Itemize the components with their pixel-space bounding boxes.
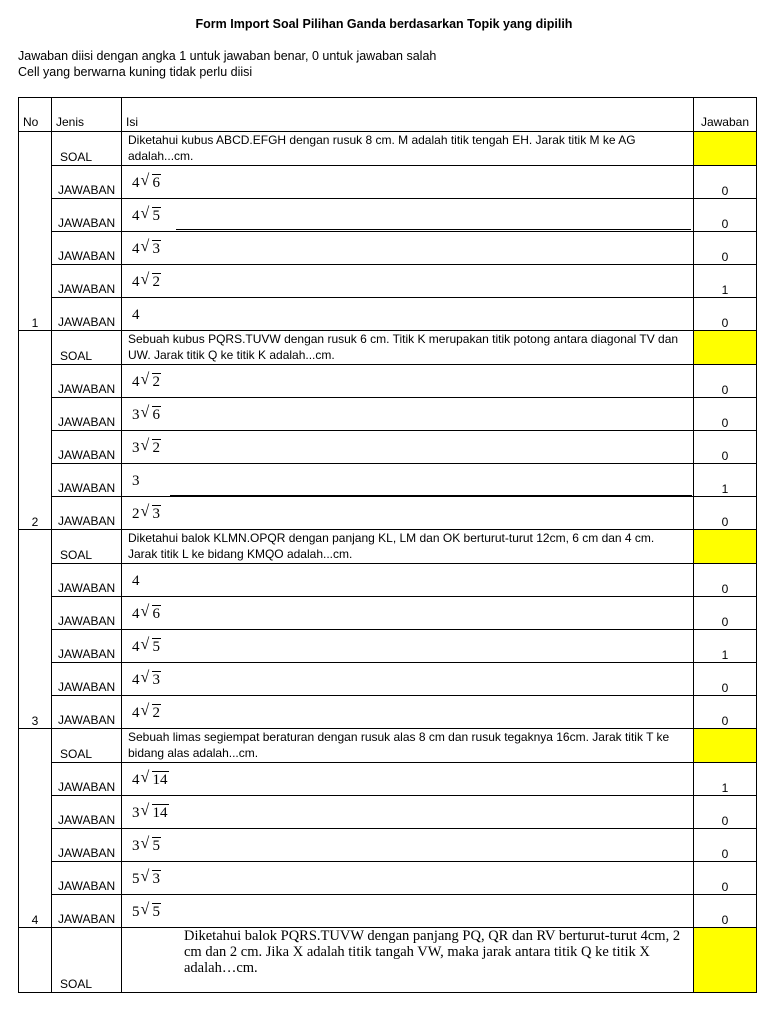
radical-sign-icon: √: [140, 404, 150, 421]
question-cell: [122, 729, 694, 763]
answer-row: [19, 630, 757, 663]
radical-sign-icon: √: [140, 769, 150, 786]
answer-option-cell: [122, 265, 694, 298]
answer-option-cell: [122, 298, 694, 331]
radical-sign-icon: √: [140, 437, 150, 454]
answer-option-cell: [122, 829, 694, 862]
answer-expression: [122, 638, 693, 662]
answer-coefficient: 3: [132, 473, 140, 489]
soal-answer-cell-yellow: [694, 530, 757, 564]
radical-sign-icon: √: [140, 835, 150, 852]
answer-row: [19, 365, 757, 398]
sqrt-symbol: [142, 605, 162, 623]
answer-option-cell: [122, 166, 694, 199]
answer-row: [19, 564, 757, 597]
radical-sign-icon: √: [140, 503, 150, 520]
answer-row: [19, 431, 757, 464]
jenis-cell: [52, 696, 122, 729]
answer-expression: [122, 572, 693, 596]
answer-key-cell[interactable]: 0: [694, 829, 757, 862]
sqrt-symbol: [142, 240, 162, 258]
radicand: 3: [152, 672, 160, 688]
answer-key-cell[interactable]: 1: [694, 265, 757, 298]
answer-coefficient: 2: [132, 506, 140, 522]
sqrt-symbol: [142, 804, 169, 822]
sqrt-symbol: [142, 704, 162, 722]
answer-expression: [122, 406, 693, 430]
answer-option-cell: [122, 497, 694, 530]
radicand: 6: [152, 407, 160, 423]
question-text: Diketahui kubus ABCD.EFGH dengan rusuk 8 cm. M adalah titik tengah EH. Jarak titik M ke AG adalah...cm.: [128, 133, 636, 163]
answer-expression: [122, 273, 693, 297]
soal-row: [19, 132, 757, 166]
sqrt-symbol: [142, 771, 169, 789]
answer-expression: [122, 804, 693, 828]
answer-option-cell: [122, 431, 694, 464]
radical-sign-icon: √: [140, 868, 150, 885]
answer-coefficient: 5: [132, 871, 140, 887]
sqrt-symbol: [142, 273, 162, 291]
soal-row: [19, 331, 757, 365]
jenis-jawaban-label: JAWABAN: [58, 183, 116, 197]
answer-row: [19, 298, 757, 331]
jenis-cell: [52, 564, 122, 597]
radical-sign-icon: √: [140, 271, 150, 288]
answer-key-cell[interactable]: 0: [694, 862, 757, 895]
answer-expression: [122, 704, 693, 728]
jenis-cell: [52, 630, 122, 663]
answer-option-cell: [122, 398, 694, 431]
stray-line: [170, 495, 692, 496]
answer-coefficient: 4: [132, 573, 140, 589]
answer-expression: [122, 505, 693, 529]
answer-row: [19, 166, 757, 199]
answer-key-cell[interactable]: 0: [694, 796, 757, 829]
question-number: 1: [19, 132, 52, 331]
jenis-jawaban-label: JAWABAN: [58, 382, 116, 396]
jenis-cell: [52, 398, 122, 431]
jenis-jawaban-label: JAWABAN: [58, 249, 116, 263]
sqrt-symbol: [142, 439, 162, 457]
header-jenis: [52, 98, 122, 132]
jenis-soal-label: SOAL: [60, 349, 93, 363]
answer-coefficient: 4: [132, 772, 140, 788]
answer-coefficient: 3: [132, 407, 140, 423]
jenis-cell: [52, 265, 122, 298]
radicand: 5: [152, 904, 160, 920]
question-cell: [122, 331, 694, 365]
jenis-cell: [52, 365, 122, 398]
answer-row: [19, 829, 757, 862]
jenis-jawaban-label: JAWABAN: [58, 282, 116, 296]
sqrt-symbol: [142, 638, 162, 656]
answer-option-cell: [122, 630, 694, 663]
answer-row: [19, 895, 757, 928]
radical-sign-icon: √: [140, 603, 150, 620]
jenis-jawaban-label: JAWABAN: [58, 846, 116, 860]
question-text: Sebuah limas segiempat beraturan dengan rusuk alas 8 cm dan rusuk tegaknya 16cm. Jarak titik T ke bidang alas adalah...cm.: [128, 730, 670, 760]
jenis-cell: [52, 597, 122, 630]
radical-sign-icon: √: [140, 205, 150, 222]
radicand: 5: [152, 639, 160, 655]
jenis-cell: [52, 928, 122, 993]
soal-answer-cell-yellow: [694, 331, 757, 365]
radicand: 2: [152, 440, 160, 456]
header-isi-label: Isi: [126, 115, 138, 129]
answer-row: [19, 265, 757, 298]
sqrt-symbol: [142, 373, 162, 391]
jenis-cell: [52, 431, 122, 464]
soal-answer-cell-yellow: [694, 729, 757, 763]
answer-expression: [122, 605, 693, 629]
answer-option-cell: [122, 464, 694, 497]
sqrt-symbol: [142, 837, 162, 855]
answer-coefficient: 4: [132, 672, 140, 688]
header-jenis-label: Jenis: [56, 115, 85, 129]
jenis-jawaban-label: JAWABAN: [58, 216, 116, 230]
radicand: 5: [152, 838, 160, 854]
soal-row: [19, 928, 757, 993]
answer-key-cell[interactable]: 0: [694, 497, 757, 530]
radical-sign-icon: √: [140, 172, 150, 189]
answer-option-cell: [122, 763, 694, 796]
jenis-soal-label: SOAL: [60, 548, 93, 562]
answer-coefficient: 4: [132, 274, 140, 290]
sqrt-symbol: [142, 870, 162, 888]
radicand: 14: [152, 805, 168, 821]
answer-row: [19, 199, 757, 232]
answer-key-cell[interactable]: 1: [694, 630, 757, 663]
jenis-cell: [52, 530, 122, 564]
jenis-cell: [52, 862, 122, 895]
answer-coefficient: 3: [132, 838, 140, 854]
question-number: 2: [19, 331, 52, 530]
sqrt-symbol: [142, 671, 162, 689]
answer-coefficient: 4: [132, 307, 140, 323]
radical-sign-icon: √: [140, 901, 150, 918]
answer-key-cell[interactable]: 1: [694, 464, 757, 497]
answer-expression: [122, 771, 693, 795]
jenis-soal-label: SOAL: [60, 747, 93, 761]
question-number: [19, 928, 52, 993]
instruction-1: Jawaban diisi dengan angka 1 untuk jawaban benar, 0 untuk jawaban salah: [18, 49, 437, 63]
jenis-cell: [52, 895, 122, 928]
sqrt-symbol: [142, 174, 162, 192]
jenis-cell: [52, 132, 122, 166]
jenis-cell: [52, 464, 122, 497]
radical-sign-icon: √: [140, 371, 150, 388]
radicand: 2: [152, 705, 160, 721]
answer-expression: [122, 174, 693, 198]
answer-key-cell[interactable]: 0: [694, 232, 757, 265]
answer-coefficient: 3: [132, 805, 140, 821]
answer-expression: [122, 207, 693, 231]
radicand: 6: [152, 175, 160, 191]
question-text: Sebuah kubus PQRS.TUVW dengan rusuk 6 cm. Titik K merupakan titik potong antara diagonal TV dan UW. Jarak titik Q ke titik K adalah...cm.: [128, 332, 679, 362]
sqrt-symbol: [142, 406, 162, 424]
jenis-cell: [52, 232, 122, 265]
answer-coefficient: 4: [132, 374, 140, 390]
radical-sign-icon: √: [140, 802, 150, 819]
question-number: 4: [19, 729, 52, 928]
answer-row: [19, 862, 757, 895]
jenis-cell: [52, 298, 122, 331]
answer-coefficient: 4: [132, 208, 140, 224]
answer-row: [19, 398, 757, 431]
answer-option-cell: [122, 696, 694, 729]
jenis-cell: [52, 497, 122, 530]
question-cell: [122, 928, 694, 993]
question-text: Diketahui balok KLMN.OPQR dengan panjang KL, LM dan OK berturut-turut 12cm, 6 cm dan 4 cm. Jarak titik L ke bidang KMQO adalah...cm.: [128, 531, 655, 561]
radical-sign-icon: √: [140, 636, 150, 653]
jenis-jawaban-label: JAWABAN: [58, 713, 116, 727]
answer-key-cell[interactable]: 1: [694, 763, 757, 796]
answer-row: [19, 696, 757, 729]
jenis-jawaban-label: JAWABAN: [58, 614, 116, 628]
jenis-jawaban-label: JAWABAN: [58, 912, 116, 926]
jenis-cell: [52, 763, 122, 796]
answer-option-cell: [122, 663, 694, 696]
radical-sign-icon: √: [140, 669, 150, 686]
answer-coefficient: 4: [132, 175, 140, 191]
answer-key-cell[interactable]: 0: [694, 663, 757, 696]
radicand: 6: [152, 606, 160, 622]
radicand: 3: [152, 506, 160, 522]
answer-coefficient: 3: [132, 440, 140, 456]
answer-key-cell[interactable]: 0: [694, 431, 757, 464]
question-table-body: [19, 98, 757, 993]
jenis-cell: [52, 729, 122, 763]
jenis-jawaban-label: JAWABAN: [58, 415, 116, 429]
jenis-cell: [52, 796, 122, 829]
answer-option-cell: [122, 862, 694, 895]
answer-row: [19, 663, 757, 696]
answer-row: [19, 232, 757, 265]
jenis-jawaban-label: JAWABAN: [58, 879, 116, 893]
jenis-cell: [52, 829, 122, 862]
instruction-2: Cell yang berwarna kuning tidak perlu diisi: [18, 65, 253, 79]
answer-key-cell[interactable]: 0: [694, 696, 757, 729]
answer-row: [19, 763, 757, 796]
jenis-soal-label: SOAL: [60, 150, 93, 164]
answer-expression: [122, 306, 693, 330]
answer-expression: [122, 671, 693, 695]
answer-coefficient: 5: [132, 904, 140, 920]
jenis-jawaban-label: JAWABAN: [58, 581, 116, 595]
answer-coefficient: 4: [132, 705, 140, 721]
answer-option-cell: [122, 232, 694, 265]
answer-coefficient: 4: [132, 241, 140, 257]
jenis-cell: [52, 663, 122, 696]
answer-option-cell: [122, 564, 694, 597]
answer-expression: [122, 903, 693, 927]
header-no-label: No: [23, 115, 39, 129]
answer-key-cell[interactable]: 0: [694, 166, 757, 199]
answer-key-cell[interactable]: 0: [694, 199, 757, 232]
jenis-jawaban-label: JAWABAN: [58, 647, 116, 661]
radicand: 14: [152, 772, 168, 788]
answer-key-cell[interactable]: 0: [694, 564, 757, 597]
question-table: [18, 97, 757, 993]
jenis-cell: [52, 331, 122, 365]
soal-row: [19, 729, 757, 763]
jenis-jawaban-label: JAWABAN: [58, 813, 116, 827]
jenis-jawaban-label: JAWABAN: [58, 680, 116, 694]
sqrt-symbol: [142, 505, 162, 523]
stray-line: [180, 894, 692, 895]
jenis-cell: [52, 199, 122, 232]
sqrt-symbol: [142, 903, 162, 921]
answer-coefficient: 4: [132, 606, 140, 622]
jenis-jawaban-label: JAWABAN: [58, 481, 116, 495]
question-cell: [122, 530, 694, 564]
page-title: Form Import Soal Pilihan Ganda berdasarkan Topik yang dipilih: [195, 17, 573, 31]
answer-expression: [122, 439, 693, 463]
radicand: 3: [152, 241, 160, 257]
answer-row: [19, 497, 757, 530]
radicand: 5: [152, 208, 160, 224]
question-cell: [122, 132, 694, 166]
answer-row: [19, 796, 757, 829]
radical-sign-icon: √: [140, 702, 150, 719]
answer-expression: [122, 240, 693, 264]
radical-sign-icon: √: [140, 238, 150, 255]
answer-expression: [122, 472, 693, 496]
answer-expression: [122, 870, 693, 894]
answer-expression: [122, 373, 693, 397]
answer-option-cell: [122, 895, 694, 928]
radicand: 2: [152, 274, 160, 290]
jenis-jawaban-label: JAWABAN: [58, 315, 116, 329]
soal-row: [19, 530, 757, 564]
sqrt-symbol: [142, 207, 162, 225]
question-number: 3: [19, 530, 52, 729]
jenis-cell: [52, 166, 122, 199]
header-no: [19, 98, 52, 132]
jenis-jawaban-label: JAWABAN: [58, 448, 116, 462]
soal-answer-cell-yellow: [694, 132, 757, 166]
jenis-soal-label: SOAL: [60, 977, 93, 991]
answer-expression: [122, 837, 693, 861]
header-isi: [122, 98, 694, 132]
soal-answer-cell-yellow: [694, 928, 757, 993]
answer-option-cell: [122, 199, 694, 232]
radicand: 3: [152, 871, 160, 887]
stray-line: [147, 463, 692, 464]
answer-row: [19, 597, 757, 630]
header-jawaban: [694, 98, 757, 132]
jenis-jawaban-label: JAWABAN: [58, 514, 116, 528]
stray-line: [176, 229, 691, 230]
answer-key-cell[interactable]: 0: [694, 365, 757, 398]
answer-key-cell[interactable]: 0: [694, 398, 757, 431]
question-text: Diketahui balok PQRS.TUVW dengan panjang PQ, QR dan RV berturut-turut 4cm, 2 cm dan 2 cm. Jika X adalah titik tangah VW, maka jarak antara titik Q ke titik X adalah…cm.: [184, 928, 681, 976]
radicand: 2: [152, 374, 160, 390]
header-row: [19, 98, 757, 132]
header-jawaban-label: Jawaban: [700, 115, 750, 129]
answer-coefficient: 4: [132, 639, 140, 655]
answer-option-cell: [122, 597, 694, 630]
answer-row: [19, 464, 757, 497]
answer-key-cell[interactable]: 0: [694, 298, 757, 331]
jenis-jawaban-label: JAWABAN: [58, 780, 116, 794]
answer-option-cell: [122, 796, 694, 829]
answer-key-cell[interactable]: 0: [694, 597, 757, 630]
answer-key-cell[interactable]: 0: [694, 895, 757, 928]
answer-option-cell: [122, 365, 694, 398]
